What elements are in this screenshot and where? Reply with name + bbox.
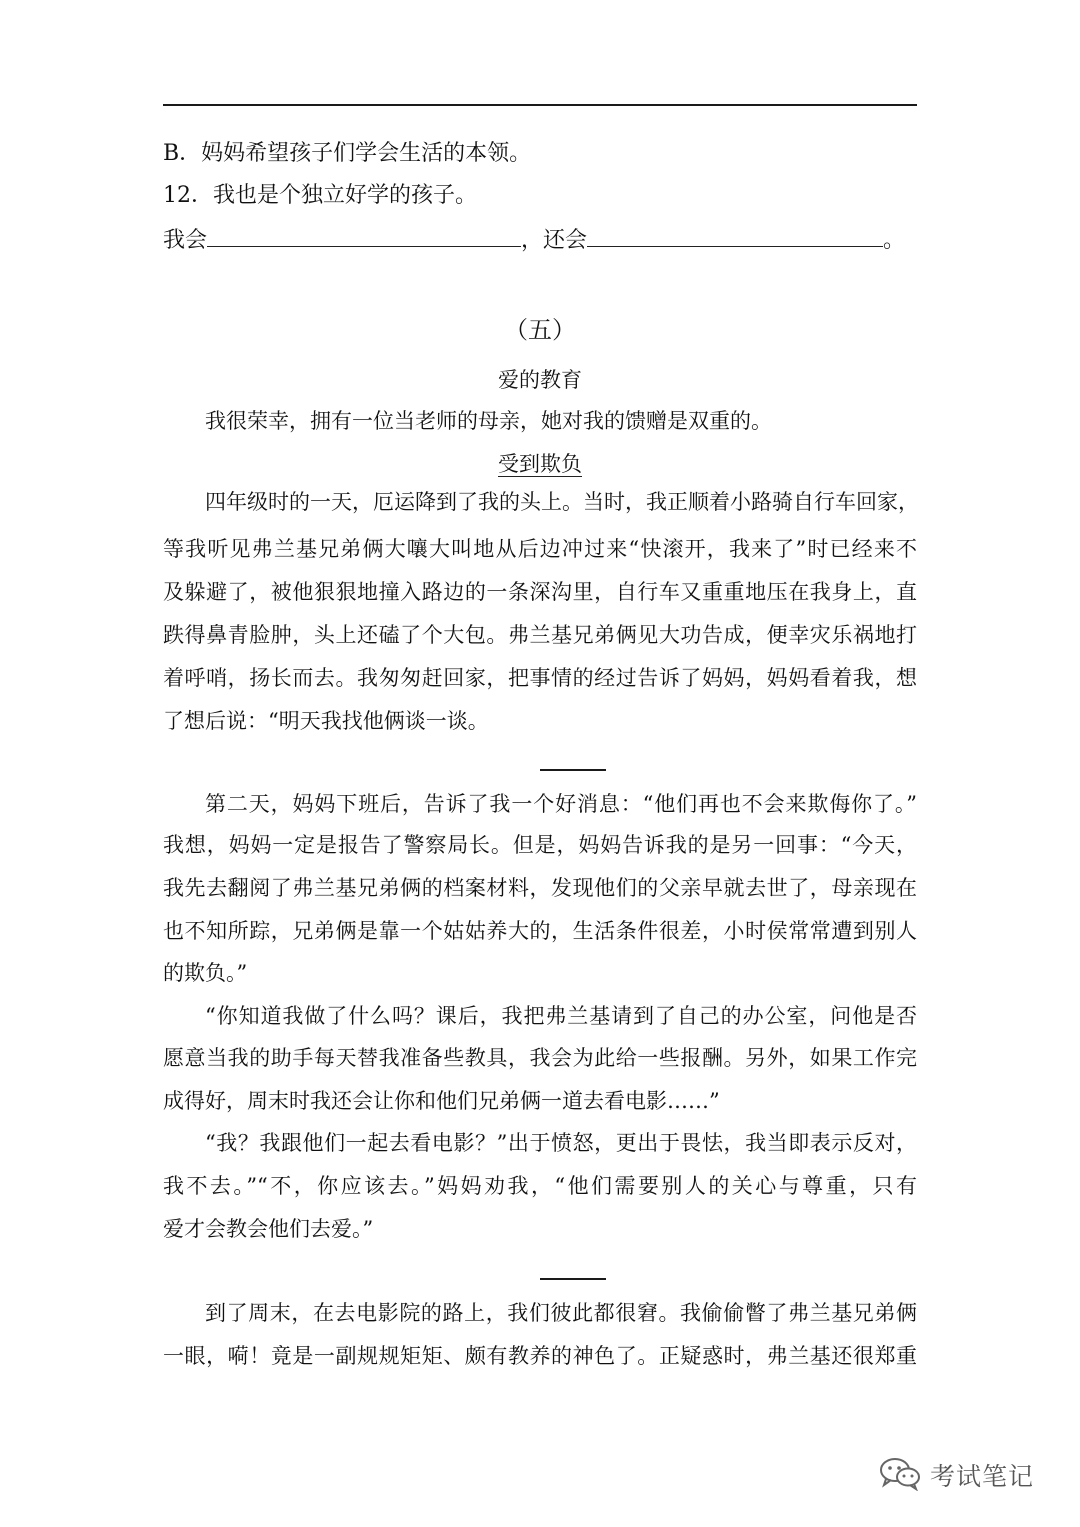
paragraph-line: 的欺负。” [163,961,248,985]
fill-blank-line [163,224,905,256]
paragraph-line: 愿意当我的助手每天替我准备些教具，我会为此给一些报酬。另外，如果工作完 [163,1046,917,1070]
paragraph-line: 成得好，周末时我还会让你和他们兄弟俩一道去看电影……” [163,1089,720,1113]
intro-line: 我很荣幸，拥有一位当老师的母亲，她对我的馈赠是双重的。 [205,409,772,433]
paragraph-line: 到了周末，在去电影院的路上，我们彼此都很窘。我偷偷瞥了弗兰基兄弟俩 [205,1301,917,1325]
paragraph-line: 四年级时的一天，厄运降到了我的头上。当时，我正顺着小路骑自行车回家， [205,490,919,514]
paragraph-line: “我？我跟他们一起去看电影？”出于愤怒，更出于畏怯，我当即表示反对， [205,1131,917,1155]
subtitle-bullied [163,449,917,479]
paragraph-line: 我先去翻阅了弗兰基兄弟俩的档案材料，发现他们的父亲早就去世了，母亲现在 [163,876,917,900]
paragraph-line: “你知道我做了什么吗？课后，我把弗兰基请到了自己的办公室，问他是否 [205,1004,917,1028]
watermark [878,1455,1034,1495]
option-b: B．妈妈希望孩子们学会生活的本领。 [163,141,532,166]
paragraph-line: 爱才会教会他们去爱。” [163,1217,374,1241]
watermark-text: 考试笔记 [930,1462,1035,1491]
question-12: 12．我也是个独立好学的孩子。 [163,183,477,208]
blank-subtitle-rule-2 [540,1278,606,1280]
paragraph-line: 第二天，妈妈下班后，告诉了我一个好消息：“他们再也不会来欺侮你了。” [205,792,917,816]
paragraph-line: 了想后说：“明天我找他俩谈一谈。 [163,709,489,733]
answer-blank-2[interactable] [587,224,883,247]
fill-label-1: 我会 [163,228,208,253]
paragraph-line: 等我听见弗兰基兄弟俩大嚷大叫地从后边冲过来“快滚开，我来了”时已经来不 [163,537,917,561]
paragraph-line: 一眼，嗬！竟是一副规规矩矩、颇有教养的神色了。正疑惑时，弗兰基还很郑重 [163,1344,917,1368]
blank-subtitle-rule-1 [540,769,606,771]
paragraph-line: 我不去。”“不，你应该去。”妈妈劝我，“他们需要别人的关心与尊重，只有 [163,1174,917,1198]
passage-title: 爱的教育 [498,368,582,392]
fill-end: 。 [883,228,906,253]
paragraph-line: 也不知所踪，兄弟俩是靠一个姑姑养大的，生活条件很差，小时侯常常遭到别人 [163,919,917,943]
paragraph-line: 跌得鼻青脸肿，头上还磕了个大包。弗兰基兄弟俩见大功告成，便幸灾乐祸地打 [163,623,917,647]
paragraph-line: 我想，妈妈一定是报告了警察局长。但是，妈妈告诉我的是另一回事：“今天， [163,833,917,857]
paragraph-line: 着呼哨，扬长而去。我匆匆赶回家，把事情的经过告诉了妈妈，妈妈看着我，想 [163,666,917,690]
paragraph-line: 及躲避了，被他狠狠地撞入路边的一条深沟里，自行车又重重地压在我身上，直 [163,580,917,604]
section-number: （五） [504,316,576,344]
subtitle-text: 受到欺负 [498,452,582,476]
wechat-icon [878,1455,922,1495]
fill-label-2: ，还会 [521,228,588,253]
top-rule [163,104,917,106]
answer-blank-1[interactable] [207,224,521,247]
